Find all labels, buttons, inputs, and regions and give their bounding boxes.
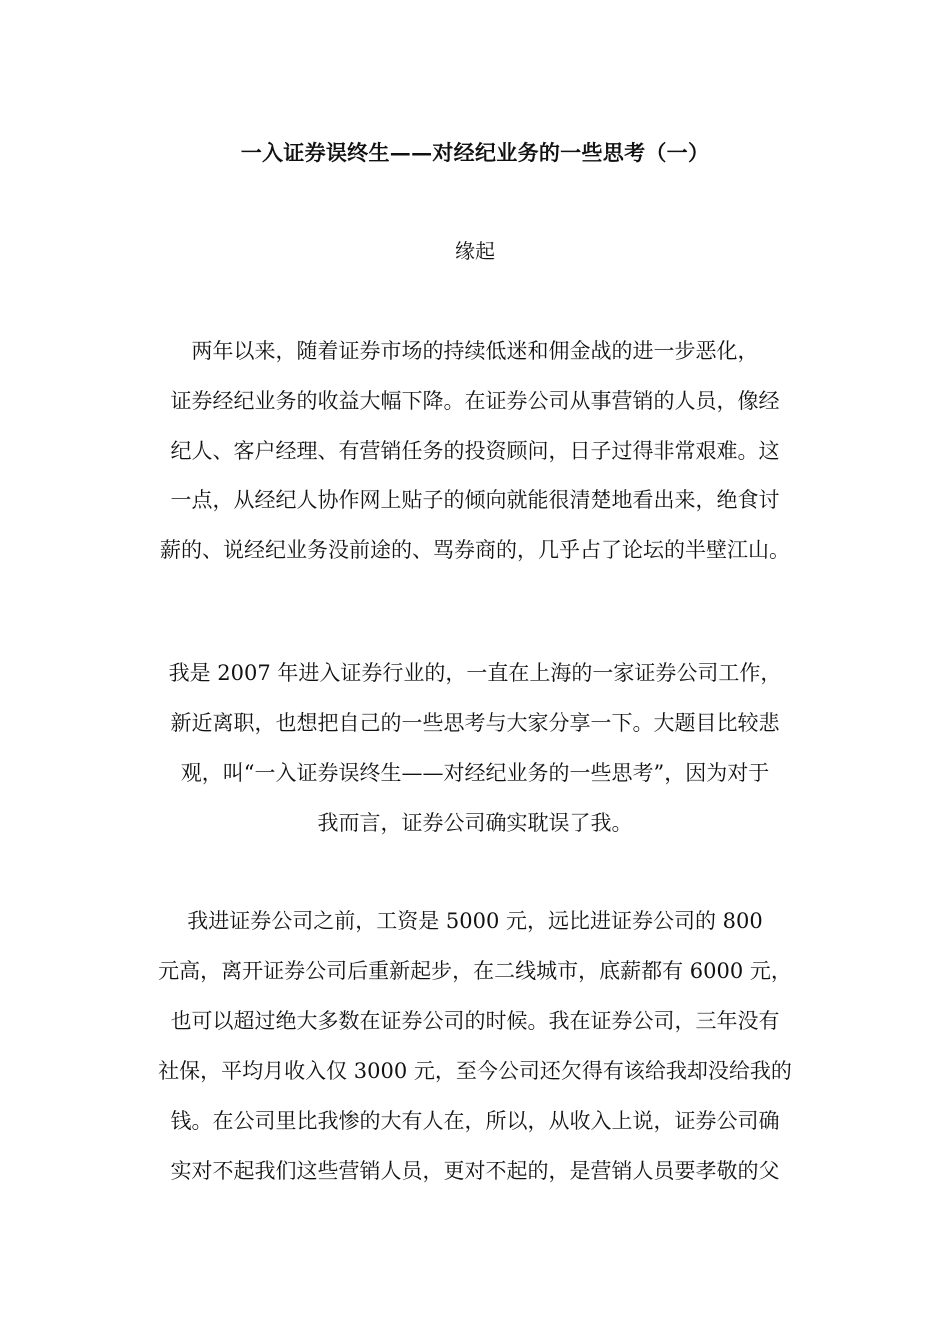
paragraph-2-line-1: 我是 2007 年进入证券行业的，一直在上海的一家证券公司工作， xyxy=(168,661,782,685)
paragraph-1-line-3: 纪人、客户经理、有营销任务的投资顾问，日子过得非常艰难。这 xyxy=(170,439,780,463)
paragraph-2-line-3: 观，叫“一入证券误终生——对经纪业务的一些思考”，因为对于 xyxy=(180,761,770,785)
section-heading: 缘起 xyxy=(455,239,495,263)
paragraph-3-line-4: 社保，平均月收入仅 3000 元，至今公司还欠得有该给我却没给我的 xyxy=(158,1059,792,1083)
paragraph-1-line-5: 薪的、说经纪业务没前途的、骂券商的，几乎占了论坛的半壁江山。 xyxy=(160,538,790,562)
paragraph-3-line-6: 实对不起我们这些营销人员，更对不起的，是营销人员要孝敬的父 xyxy=(170,1159,780,1183)
paragraph-3-line-1: 我进证券公司之前，工资是 5000 元，远比进证券公司的 800 xyxy=(187,909,763,933)
paragraph-2-line-4: 我而言，证券公司确实耽误了我。 xyxy=(317,811,633,835)
paragraph-3-line-3: 也可以超过绝大多数在证券公司的时候。我在证券公司，三年没有 xyxy=(170,1009,780,1033)
paragraph-1-line-2: 证券经纪业务的收益大幅下降。在证券公司从事营销的人员，像经 xyxy=(170,389,780,413)
paragraph-1-line-4: 一点，从经纪人协作网上贴子的倾向就能很清楚地看出来，绝食讨 xyxy=(170,488,780,512)
paragraph-1-line-1: 两年以来，随着证券市场的持续低迷和佣金战的进一步恶化， xyxy=(191,339,759,363)
paragraph-2-line-2: 新近离职，也想把自己的一些思考与大家分享一下。大题目比较悲 xyxy=(170,711,780,735)
paragraph-3-line-2: 元高，离开证券公司后重新起步，在二线城市，底薪都有 6000 元， xyxy=(158,959,792,983)
paragraph-3-line-5: 钱。在公司里比我惨的大有人在，所以，从收入上说，证券公司确 xyxy=(170,1109,780,1133)
document-title: 一入证券误终生——对经纪业务的一些思考（一） xyxy=(240,140,710,165)
